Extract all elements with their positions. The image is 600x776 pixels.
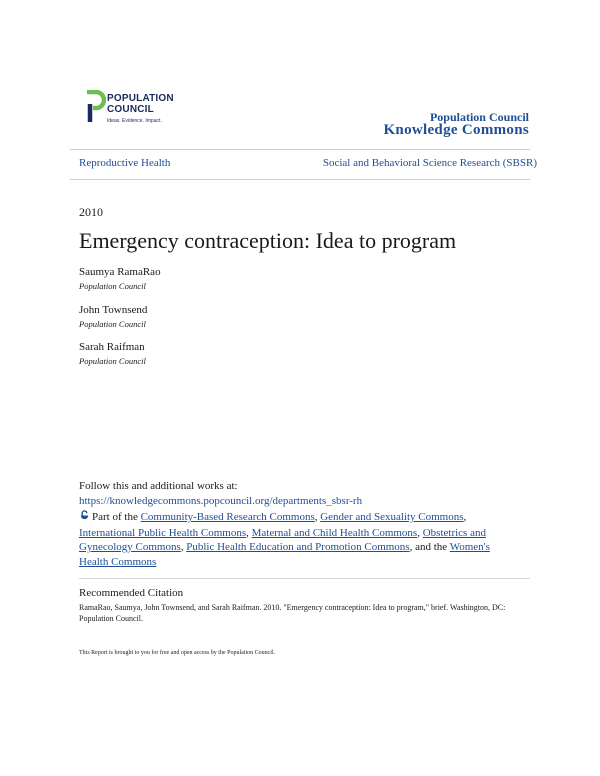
citation-text: RamaRao, Saumya, John Townsend, and Sarah Raifman. 2010. "Emergency contraception: Idea to program," brief. Washington, DC: Population Council. (79, 603, 506, 623)
discipline-link[interactable]: Public Health Education and Promotion Commons (186, 541, 410, 553)
part-of-block: Part of the Community-Based Research Commons, Gender and Sexuality Commons, International Public Health Commons, Maternal and Child Health Commons, Obstetrics and Gynecology Commons, Public Health Education and Promotion Commons, and the Women's Health Commons (79, 511, 490, 568)
author-name: John Townsend (79, 304, 148, 316)
discipline-link[interactable]: Maternal and Child Health Commons (251, 526, 418, 539)
citation-heading: Recommended Citation (79, 587, 184, 599)
org-name: Population Council (429, 110, 529, 124)
divider-citation (79, 578, 530, 579)
footer-note: This Report is brought to you for free and open access by the Population Council. (79, 650, 276, 656)
repository-link[interactable]: Knowledge Commons (383, 122, 529, 138)
follow-line (79, 479, 509, 509)
document-title: Emergency contraception: Idea to program (79, 228, 457, 253)
divider-bottom (70, 179, 530, 180)
logo-text-line1: POPULATION (107, 93, 174, 104)
logo-text-line2: COUNCIL (107, 104, 154, 115)
logo-tagline: Ideas. Evidence. Impact. (107, 118, 162, 124)
category-link-sbsr[interactable]: Social and Behavioral Science Research (SBSR) (322, 157, 537, 169)
publication-year: 2010 (79, 205, 103, 219)
open-access-icon (79, 510, 90, 526)
discipline-link[interactable]: Women's Health Commons (79, 541, 490, 568)
discipline-link[interactable]: International Public Health Commons (79, 526, 247, 539)
population-council-logo-icon (84, 90, 106, 124)
part-of-prefix: Part of the (92, 511, 138, 523)
author-name: Saumya RamaRao (79, 266, 161, 278)
follow-prefix: Follow this and additional works at: (79, 480, 238, 492)
author-affiliation: Population Council (79, 319, 146, 329)
author-name: Sarah Raifman (79, 341, 145, 353)
author-affiliation: Population Council (79, 356, 146, 366)
author-affiliation: Population Council (79, 281, 146, 291)
population-council-logo (84, 90, 194, 128)
discipline-link[interactable]: Gender and Sexuality Commons (320, 511, 464, 523)
divider-top (70, 149, 530, 150)
discipline-link[interactable]: Obstetrics and Gynecology Commons (79, 526, 486, 553)
category-link-reproductive-health[interactable]: Reproductive Health (79, 157, 171, 169)
collection-link[interactable]: https://knowledgecommons.popcouncil.org/departments_sbsr-rh (79, 495, 363, 507)
discipline-link[interactable]: Community-Based Research Commons (140, 511, 315, 523)
part-of-and: and the (415, 541, 448, 553)
